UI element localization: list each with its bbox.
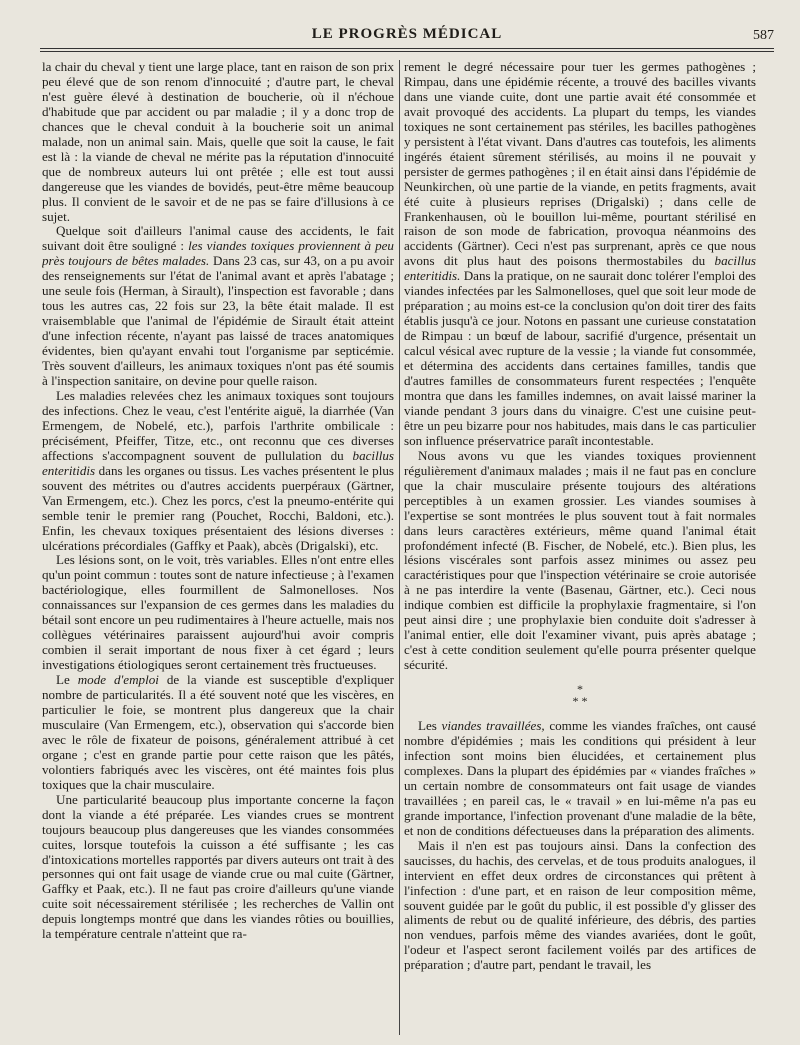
section-separator [404, 683, 756, 707]
paragraph: la chair du cheval y tient une large place, tant en raison de son prix peu élevé que de son renom d'innocuité ; d'autre part, le cheval n'est guère élevé à destination de boucherie, où il n'échoue d'habitude que par accident ou par maladie ; il y a donc trop de chances que le cheval conduit à la boucherie soit un animal malade, non un animal sain. Mais, quelle que soit la cause, le fait est là : la viande de cheval ne mérite pas la réputation d'innocuité que de nombreux auteurs lui ont prêtée ; elle est tout aussi dangereuse que les viandes de bovidés, peut-être même beaucoup plus. Il convient de le savoir et de ne pas se faire d'illusions à ce sujet. [42, 60, 394, 224]
paragraph: Mais il n'en est pas toujours ainsi. Dans la confection des saucisses, du hachis, des cervelas, et de tous produits analogues, il intervient en effet deux ordres de circonstances qui prêtent à l'infection : d'une part, et en raison de leur composition même, souvent guidée par le goût du public, il est possible d'y glisser des aliments de rebut ou de qualité inférieure, des débris, des parties non vendues, parfois même des viandes avariées, dont le goût, l'odeur et l'aspect seront facilement voilés par des artifices de préparation ; d'autre part, pendant le travail, les [404, 837, 756, 973]
separator-star: * [577, 682, 583, 697]
text-run: Quelque soit d'ailleurs l'animal cause des accidents, le fait suivant doit être souligné : [42, 223, 394, 254]
paragraph [404, 60, 756, 449]
journal-title: LE PROGRÈS MÉDICAL [311, 26, 503, 42]
paragraph [42, 389, 394, 553]
separator-stars: * * [572, 694, 588, 709]
italic-run: bacillus enteritidis. [404, 253, 756, 284]
italic-run: mode d'emploi [77, 672, 159, 688]
italic-run: bacillus enteritidis [42, 447, 394, 478]
text-run: Dans 23 cas, sur 43, on a pu avoir des renseignements sur l'état de l'animal avant et après l'abatage ; une seule fois (Herman, à Sirault), l'inspection est favorable ; dans tous les autres cas, 22 fois sur 23, la bête était malade. Il est vraisemblable que l'animal de l'épidémie de Sirault était atteint d'une infection récente, n'ayant pas laissé de traces anatomiques évidentes, bien qu'ayant envahi tout l'organisme par septicémie. Très souvent d'ailleurs, les animaux toxiques n'ont pas été soumis à l'inspection sanitaire, on devine pour quelle raison. [42, 253, 394, 389]
header-rule [40, 48, 774, 52]
italic-run: les viandes toxiques proviennent à peu près toujours de bêtes malades. [42, 238, 394, 269]
column-divider [399, 60, 400, 1035]
text-run: Les [418, 718, 442, 734]
right-column [404, 60, 756, 1030]
paragraph: Les lésions sont, on le voit, très variables. Elles n'ont entre elles qu'un point commun : toutes sont de nature infectieuse ; à l'examen bactériologique, elles fourmillent de Salmonelloses. Nos connaissances sur l'expansion de ces germes dans les maladies du bétail sont encore un peu rudimentaires à l'heure actuelle, mais nos collègues vétérinaires paraissent aujourd'hui avoir compris combien il serait important de nous fixer à cet égard ; leurs investigations étiologiques seront certainement très fructueuses. [42, 552, 394, 673]
text-run: de la viande est susceptible d'expliquer nombre de particularités. Il a été souvent noté que les viscères, en particulier le foie, se montrent plus dangereux que la chair musculaire (Van Ermengem, etc.), observation qui s'accorde bien avec le rôle de fixateur de poisons, généralement attribué à cet organe ; c'est en grande partie pour cette raison que les pâtés, volontiers fabriqués avec les viscères, ont été maintes fois plus toxiques que la chair musculaire. [42, 672, 394, 792]
paragraph [42, 673, 394, 793]
page-number: 587 [753, 28, 774, 43]
paragraph [404, 719, 756, 839]
paragraph: Une particularité beaucoup plus importante concerne la façon dont la viande a été préparée. Les viandes crues se montrent toujours beaucoup plus dangereuses que les viandes consommées cuites, lorsque toutefois la cuisson a été suffisante ; les cas d'intoxications mortelles rapportés par divers auteurs ont trait à des personnes qui ont fait usage de viande crue ou mal cuite (Gärtner, Gaffky et Paak, etc.). Il ne faut pas croire d'ailleurs qu'une viande cuite soit nécessairement stérilisée ; les recherches de Vallin ont depuis longtemps montré que dans les viandes rôties ou bouillies, la température centrale n'atteint que ra- [42, 791, 394, 942]
text-run: Dans la pratique, on ne saurait donc tolérer l'emploi des viandes infectées par les Salmonelloses, quel que soit leur mode de préparation ; au moins est-ce la conclusion qu'on doit tirer des faits établis jusqu'à ce jour. Notons en passant une curieuse constatation de Rimpau : un bœuf de labour, sacrifié d'urgence, présentait un calcul vésical avec rupture de la vessie ; la viande fut consommée, et détermina des accidents dans certaines familles, tandis que d'autres familles de consommateurs furent respectées ; l'enquête montra que dans les familles indemnes, on avait laissé mariner la viande pendant 3 jours dans du vinaigre. C'est une cuisine peut-être un peu bizarre pour nos habitudes, mais dans le cas particulier son influence préservatrice paraît incontestable. [404, 268, 756, 448]
text-run: rement le degré nécessaire pour tuer les germes pathogènes ; Rimpau, dans une épidémie récente, a trouvé des bacilles vivants dans une viande cuite, dont une partie avait été consommée et avait provoqué des accidents. La plupart du temps, les viandes toxiques ne sont certainement pas stériles, les bacilles pathogènes y persistent à l'état vivant. Dans d'autres cas toutefois, les aliments ingérés étaient sûrement stérilisés, au moins il ne pouvait y persister de germes pathogènes ; il en était ainsi dans l'épidémie de Neunkirchen, où une partie de la viande, en petits fragments, avait été cuite à plusieurs reprises (Drigalski) ; dans celle de Frankenhausen, où le bouillon lui-même, pourtant stérilisé en raison de son mode de fabrication, provoqua néanmoins des accidents (Gärtner). Ceci n'est pas surprenant, après ce que nous avons dit plus haut des poisons thermostabiles du [404, 60, 756, 269]
text-run: comme les viandes fraîches, ont causé nombre d'épidémies ; mais les conditions qui président à leur infection sont moins bien élucidées, et certainement plus complexes. Dans la plupart des épidémies par « viandes fraîches » un certain nombre de consommateurs ont fait usage de viandes travaillées ; en pareil cas, le « travail » en lui-même n'a pas eu grande importance, l'infection provenant d'une maladie de la bête, et non de conditions défectueuses dans la préparation des aliments. [404, 718, 756, 838]
paragraph [42, 224, 394, 388]
text-run: Le [56, 672, 78, 688]
page-header [40, 22, 774, 48]
text-run: Les maladies relevées chez les animaux toxiques sont toujours des infections. Chez le veau, c'est l'entérite aiguë, la diarrhée (Van Ermengem, de Nobelé, etc.), parfois l'arthrite ombilicale : précisément, Pfeiffer, Titze, etc., ont reconnu que ces diverses affections s'accompagnent souvent de pullulation du [42, 387, 394, 463]
italic-run: viandes travaillées, [441, 718, 545, 734]
left-column [42, 60, 394, 1030]
paragraph: Nous avons vu que les viandes toxiques proviennent régulièrement d'animaux malades ; mais il ne faut pas en conclure que la chair musculaire présente toujours des altérations perceptibles à un examen grossier. Les viandes soumises à l'expertise se sont montrées le plus souvent tout à fait normales dans leurs caractères extérieurs, même quand l'animal était profondément infecté (B. Fischer, de Nobelé, etc.). Bien plus, les lésions viscérales sont parfois assez minimes ou assez peu caractéristiques pour que l'inspection vétérinaire se croie autorisée à ne pas interdire la vente (Basenau, Gärtner, etc.). Ceci nous indique combien est difficile la prophylaxie fragmentaire, si l'on peut ainsi dire ; une prophylaxie bien conduite doit s'adresser à l'animal entier, elle doit l'examiner vivant, puis après abatage ; c'est à cette condition seulement qu'elle pourra présenter quelque sécurité. [404, 447, 756, 673]
text-run: dans les organes ou tissus. Les vaches présentent le plus souvent des métrites ou d'autres accidents puerpéraux (Gärtner, Van Ermengem, etc.). Chez les porcs, c'est la pneumo-entérite qui semble tenir le premier rang (Pouchet, Rocchi, Baldoni, etc.). Enfin, les chevaux toxiques présentaient des lésions diverses : ulcérations précordiales (Gaffky et Paak), abcès (Drigalski), etc. [42, 462, 394, 553]
